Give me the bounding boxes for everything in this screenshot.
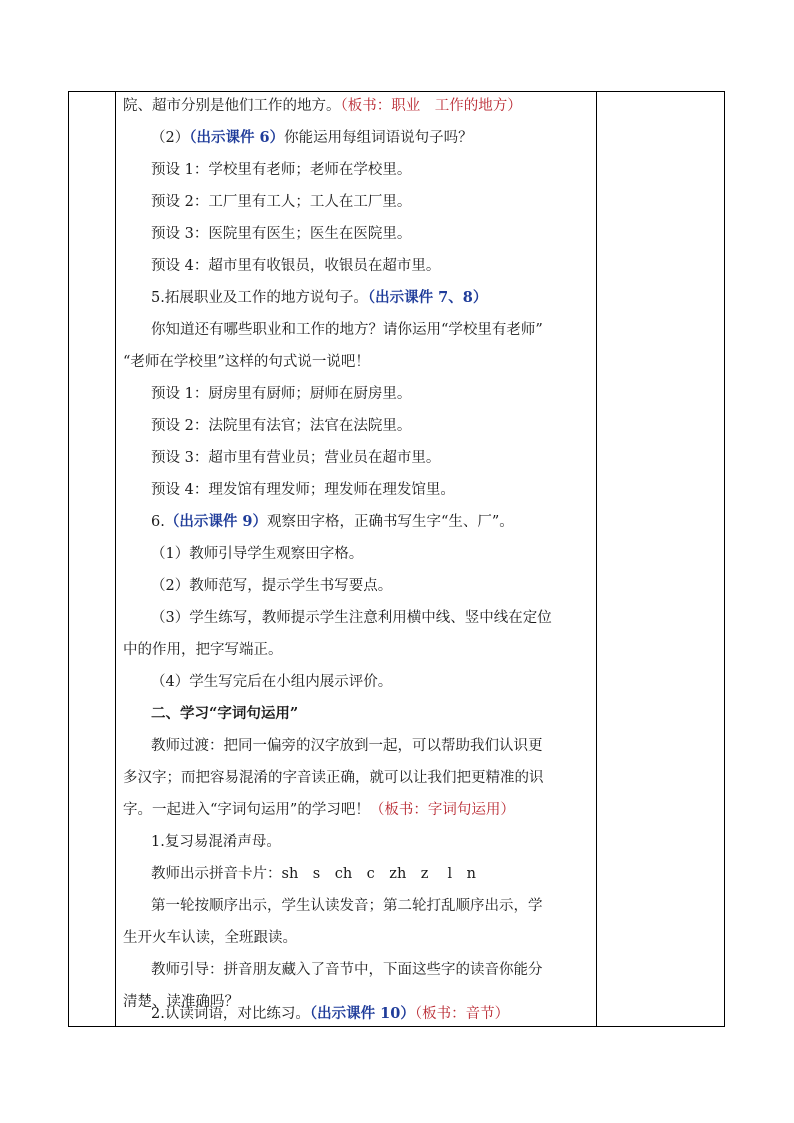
text-line: （1）教师引导学生观察田字格。: [151, 546, 364, 562]
text-line: （2）教师范写，提示学生书写要点。: [151, 578, 393, 594]
text-line: （3）学生练写，教师提示学生注意利用横中线、竖中线在定位: [151, 610, 552, 626]
text-line: 预设 1：学校里有老师；老师在学校里。: [151, 162, 412, 178]
text-line: （4）学生写完后在小组内展示评价。: [151, 674, 393, 690]
text-line: （2）（出示课件 6）你能运用每组词语说句子吗？: [151, 129, 473, 146]
text-line: 预设 2：工厂里有工人；工人在工厂里。: [151, 194, 412, 210]
text-line: 6.（出示课件 9）观察田字格，正确书写生字“生、厂”。: [151, 513, 514, 530]
text-line: 预设 1：厨房里有厨师；厨师在厨房里。: [151, 386, 412, 402]
text-line: 预设 3：超市里有营业员；营业员在超市里。: [151, 450, 441, 466]
column-divider-right: [596, 92, 597, 1026]
text-line: 教师过渡：把同一偏旁的汉字放到一起，可以帮助我们认识更: [151, 738, 543, 754]
column-divider-left: [115, 92, 116, 1026]
text-line: 教师出示拼音卡片：sh s ch c zh z l n: [151, 866, 477, 882]
text-line: 2.认读词语，对比练习。（出示课件 10）（板书：音节）: [151, 1005, 510, 1022]
text-line: 字。一起进入“字词句运用”的学习吧！（板书：字词句运用）: [123, 802, 515, 818]
text-line: 预设 2：法院里有法官；法官在法院里。: [151, 418, 412, 434]
text-line: 第一轮按顺序出示，学生认读发音；第二轮打乱顺序出示，学: [151, 898, 543, 914]
text-line: 5.拓展职业及工作的地方说句子。（出示课件 7、8）: [151, 289, 488, 306]
text-line: 多汉字；而把容易混淆的字音读正确，就可以让我们把更精准的识: [123, 770, 544, 786]
section-heading: 二、学习“字词句运用”: [151, 705, 299, 722]
text-line: 预设 3：医院里有医生；医生在医院里。: [151, 226, 412, 242]
text-line: 1.复习易混淆声母。: [151, 834, 281, 850]
text-line: “老师在学校里”这样的句式说一说吧！: [123, 354, 370, 370]
text-line: 清楚、读准确吗？: [123, 994, 239, 1010]
text-line: 教师引导：拼音朋友藏入了音节中，下面这些字的读音你能分: [151, 962, 543, 978]
text-line: 中的作用，把字写端正。: [123, 642, 283, 658]
text-line: 院、超市分别是他们工作的地方。（板书：职业 工作的地方）: [123, 98, 522, 114]
text-line: 预设 4：理发馆有理发师；理发师在理发馆里。: [151, 482, 455, 498]
lesson-table: [68, 91, 725, 1027]
text-line: 你知道还有哪些职业和工作的地方？请你运用“学校里有老师”: [151, 322, 543, 338]
text-line: 预设 4：超市里有收银员，收银员在超市里。: [151, 258, 441, 274]
text-line: 生开火车认读，全班跟读。: [123, 930, 297, 946]
